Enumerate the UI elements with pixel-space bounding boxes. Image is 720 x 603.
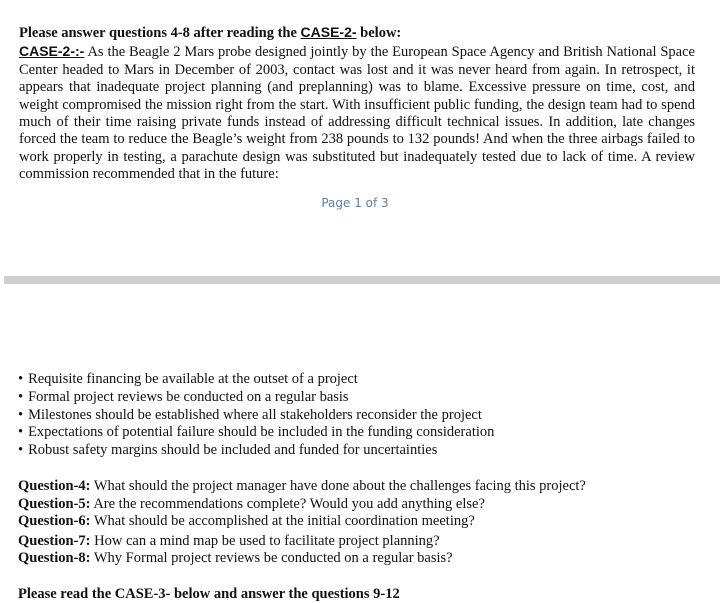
cutoff-line-text: Please read the CASE-3- below and answer the questions 9-12 bbox=[18, 586, 400, 602]
question-6 bbox=[18, 513, 586, 531]
question-label: Question-8: bbox=[18, 550, 91, 567]
page-indicator: Page 1 of 3 bbox=[321, 196, 389, 210]
document-page-1 bbox=[0, 0, 720, 276]
recommendation-item: • Milestones should be established where all stakeholders reconsider the project bbox=[18, 407, 494, 425]
heading-suffix: below: bbox=[356, 25, 402, 41]
recommendation-item: • Requisite financing be available at the outset of a project bbox=[18, 371, 494, 389]
case-text: As the Beagle 2 Mars probe designed jointly by the European Space Agency and British National Space Center headed to Mars in December of 2003, contact was lost and it was never heard from again. In retrospect, it appears that inadequate project planning (and preplanning) was to blame. Excessive pressure on time, cost, and weight compromised the mission right from the start. With insufficient public funding, the design team had to spend much of their time raising private funds instead of addressing difficult technical issues. In addition, late changes forced the team to reduce the Beagle’s weight from 238 pounds to 132 pounds! And when the three airbags failed to work properly in testing, a parachute design was substituted but inadequately tested due to lack of time. A review commission recommended that in the future: bbox=[19, 44, 695, 183]
question-text: Are the recommendations complete? Would you add anything else? bbox=[90, 495, 485, 512]
question-4 bbox=[18, 478, 586, 496]
question-text: How can a mind map be used to facilitate project planning? bbox=[90, 532, 440, 549]
question-label: Question-5: bbox=[18, 495, 91, 512]
question-text: What should the project manager have done about the challenges facing this project? bbox=[90, 478, 586, 494]
question-label: Question-6: bbox=[18, 513, 91, 530]
question-label: Question-4: bbox=[18, 478, 91, 494]
question-label: Question-7: bbox=[18, 532, 91, 549]
recommendation-item: • Robust safety margins should be included and funded for uncertainties bbox=[18, 442, 494, 460]
case-intro bbox=[19, 24, 695, 184]
instructions-heading bbox=[19, 24, 695, 42]
question-text: What should be accomplished at the initial coordination meeting? bbox=[90, 513, 475, 530]
cutoff-next-heading bbox=[18, 583, 478, 602]
heading-prefix: Please answer questions 4-8 after reading the bbox=[19, 25, 301, 41]
recommendations-list bbox=[18, 371, 494, 460]
heading-case-reference: CASE-2- bbox=[300, 24, 357, 40]
question-8 bbox=[18, 550, 586, 568]
question-5 bbox=[18, 496, 586, 514]
question-text: Why Formal project reviews be conducted on a regular basis? bbox=[90, 550, 453, 567]
recommendation-item: • Expectations of potential failure should be included in the funding consideration bbox=[18, 424, 494, 442]
question-7 bbox=[18, 533, 586, 551]
page-separator bbox=[4, 276, 720, 284]
case-paragraph bbox=[19, 43, 695, 183]
case-label: CASE-2-:- bbox=[19, 43, 85, 60]
questions-list bbox=[18, 478, 586, 568]
recommendation-item: • Formal project reviews be conducted on a regular basis bbox=[18, 389, 494, 407]
